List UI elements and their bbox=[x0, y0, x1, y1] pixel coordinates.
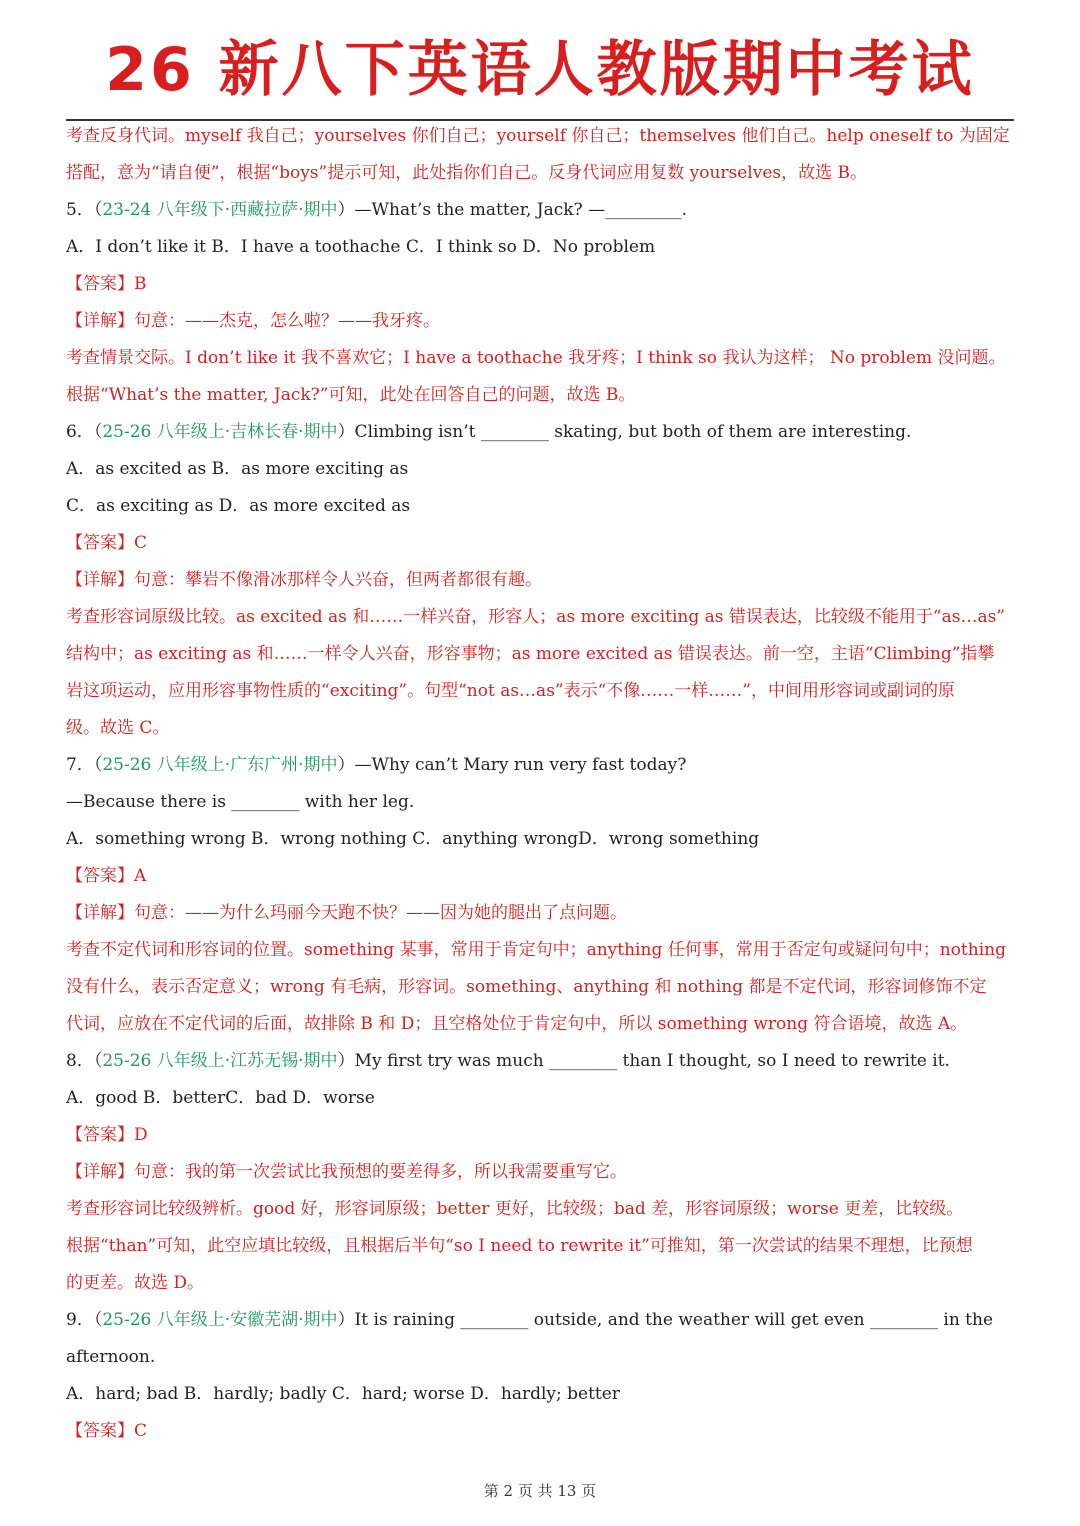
text-run: ）It is raining ________ outside, and the weather will get even ________ in the bbox=[337, 1310, 994, 1330]
text-line bbox=[66, 266, 1014, 303]
text-line bbox=[66, 303, 1014, 340]
text-run: 8．（ bbox=[66, 1051, 103, 1071]
text-line bbox=[66, 414, 1014, 451]
text-line bbox=[66, 932, 1014, 969]
text-run: 岩这项运动，应用形容事物性质的“exciting”。句型“not as…as”表示“不像……一样……”，中间用形容词或副词的原 bbox=[66, 681, 955, 701]
question-source: 23-24 八年级下·西藏拉萨·期中 bbox=[102, 200, 338, 220]
text-run: A．good B．betterC．bad D．worse bbox=[66, 1088, 375, 1108]
text-line bbox=[66, 118, 1014, 155]
page-footer: 第 2 页 共 13 页 bbox=[483, 1482, 597, 1500]
text-line bbox=[66, 1376, 1014, 1413]
text-run: C．as exciting as D．as more excited as bbox=[66, 496, 411, 516]
text-line bbox=[66, 969, 1014, 1006]
text-run: A．something wrong B．wrong nothing C．anything wrongD．wrong something bbox=[66, 829, 760, 849]
text-line bbox=[66, 895, 1014, 932]
text-run: 【答案】C bbox=[66, 533, 148, 553]
text-run: 考查形容词原级比较。as excited as 和……一样兴奋，形容人；as more exciting as 错误表达，比较级不能用于“as…as” bbox=[66, 607, 1005, 627]
text-run: 【详解】句意：我的第一次尝试比我预想的要差得多，所以我需要重写它。 bbox=[66, 1162, 627, 1182]
text-run: 【答案】B bbox=[66, 274, 147, 294]
text-run: —Because there is ________ with her leg. bbox=[66, 792, 415, 812]
text-run: 考查不定代词和形容词的位置。something 某事，常用于肯定句中；anything 任何事，常用于否定句或疑问句中；nothing bbox=[66, 940, 1006, 960]
text-line bbox=[66, 1006, 1014, 1043]
text-run: 5．（ bbox=[66, 200, 103, 220]
document-body bbox=[66, 118, 1014, 1450]
text-line bbox=[66, 821, 1014, 858]
text-run: A．hard; bad B．hardly; badly C．hard; worse D．hardly; better bbox=[66, 1384, 620, 1404]
text-run: 代词，应放在不定代词的后面，故排除 B 和 D；且空格处位于肯定句中，所以 something wrong 符合语境，故选 A。 bbox=[66, 1014, 968, 1034]
text-run: afternoon. bbox=[66, 1347, 156, 1367]
text-line bbox=[66, 636, 1014, 673]
text-run: 9．（ bbox=[66, 1310, 103, 1330]
text-run: 【详解】句意：攀岩不像滑冰那样令人兴奋，但两者都很有趣。 bbox=[66, 570, 542, 590]
text-line bbox=[66, 673, 1014, 710]
text-run: 搭配，意为“请自便”，根据“boys”提示可知，此处指你们自己。反身代词应用复数 yourselves，故选 B。 bbox=[66, 163, 868, 183]
text-run: 【答案】D bbox=[66, 1125, 148, 1145]
text-line bbox=[66, 1413, 1014, 1450]
text-run: 考查形容词比较级辨析。good 好，形容词原级；better 更好，比较级；bad 差，形容词原级；worse 更差，比较级。 bbox=[66, 1199, 964, 1219]
text-line bbox=[66, 710, 1014, 747]
text-line bbox=[66, 1339, 1014, 1376]
text-run: 【答案】C bbox=[66, 1421, 148, 1441]
text-line bbox=[66, 1043, 1014, 1080]
text-line bbox=[66, 488, 1014, 525]
question-source: 25-26 八年级上·安徽芜湖·期中 bbox=[102, 1310, 338, 1330]
question-source: 25-26 八年级上·江苏无锡·期中 bbox=[102, 1051, 338, 1071]
text-run: 根据“than”可知，此空应填比较级，且根据后半句“so I need to rewrite it”可推知，第一次尝试的结果不理想，比预想 bbox=[66, 1236, 973, 1256]
question-source: 25-26 八年级上·吉林长春·期中 bbox=[102, 422, 338, 442]
text-run: 考查反身代词。myself 我自己；yourselves 你们自己；yourself 你自己；themselves 他们自己。help oneself to 为固定 bbox=[66, 126, 1010, 146]
text-run: 考查情景交际。I don’t like it 我不喜欢它；I have a toothache 我牙疼；I think so 我认为这样； No problem 没问题。 bbox=[66, 348, 1006, 368]
text-line bbox=[66, 340, 1014, 377]
text-line bbox=[66, 858, 1014, 895]
text-line bbox=[66, 784, 1014, 821]
text-line bbox=[66, 1191, 1014, 1228]
text-run: ）—Why can’t Mary run very fast today? bbox=[337, 755, 687, 775]
text-line bbox=[66, 1265, 1014, 1302]
text-run: 【答案】A bbox=[66, 866, 147, 886]
text-run: 【详解】句意：——为什么玛丽今天跑不快？——因为她的腿出了点问题。 bbox=[66, 903, 627, 923]
text-run: 7．（ bbox=[66, 755, 103, 775]
text-line bbox=[66, 1154, 1014, 1191]
text-line bbox=[66, 192, 1014, 229]
text-line bbox=[66, 1080, 1014, 1117]
text-run: 没有什么，表示否定意义；wrong 有毛病，形容词。something、anything 和 nothing 都是不定代词，形容词修饰不定 bbox=[66, 977, 987, 997]
text-run: ）Climbing isn’t ________ skating, but both of them are interesting. bbox=[337, 422, 912, 442]
text-run: 6．（ bbox=[66, 422, 103, 442]
text-line bbox=[66, 451, 1014, 488]
text-run: 级。故选 C。 bbox=[66, 718, 170, 738]
text-line bbox=[66, 1302, 1014, 1339]
text-run: ）My first try was much ________ than I thought, so I need to rewrite it. bbox=[337, 1051, 950, 1071]
text-line bbox=[66, 747, 1014, 784]
text-run: ）—What’s the matter, Jack? —_________. bbox=[337, 200, 687, 220]
text-run: 【详解】句意：——杰克，怎么啦？——我牙疼。 bbox=[66, 311, 440, 331]
text-run: 根据“What’s the matter, Jack?”可知，此处在回答自己的问题，故选 B。 bbox=[66, 385, 636, 405]
text-line bbox=[66, 1117, 1014, 1154]
text-line bbox=[66, 377, 1014, 414]
text-line bbox=[66, 599, 1014, 636]
text-run: 的更差。故选 D。 bbox=[66, 1273, 205, 1293]
text-line bbox=[66, 562, 1014, 599]
text-line bbox=[66, 229, 1014, 266]
text-run: A．as excited as B．as more exciting as bbox=[66, 459, 409, 479]
page-title: 26 新八下英语人教版期中考试 bbox=[105, 35, 975, 105]
text-line bbox=[66, 525, 1014, 562]
text-run: 结构中；as exciting as 和……一样令人兴奋，形容事物；as more excited as 错误表达。前一空，主语“Climbing”指攀 bbox=[66, 644, 995, 664]
text-line bbox=[66, 1228, 1014, 1265]
text-line bbox=[66, 155, 1014, 192]
text-run: A．I don’t like it B．I have a toothache C．I think so D．No problem bbox=[66, 237, 656, 257]
question-source: 25-26 八年级上·广东广州·期中 bbox=[102, 755, 338, 775]
